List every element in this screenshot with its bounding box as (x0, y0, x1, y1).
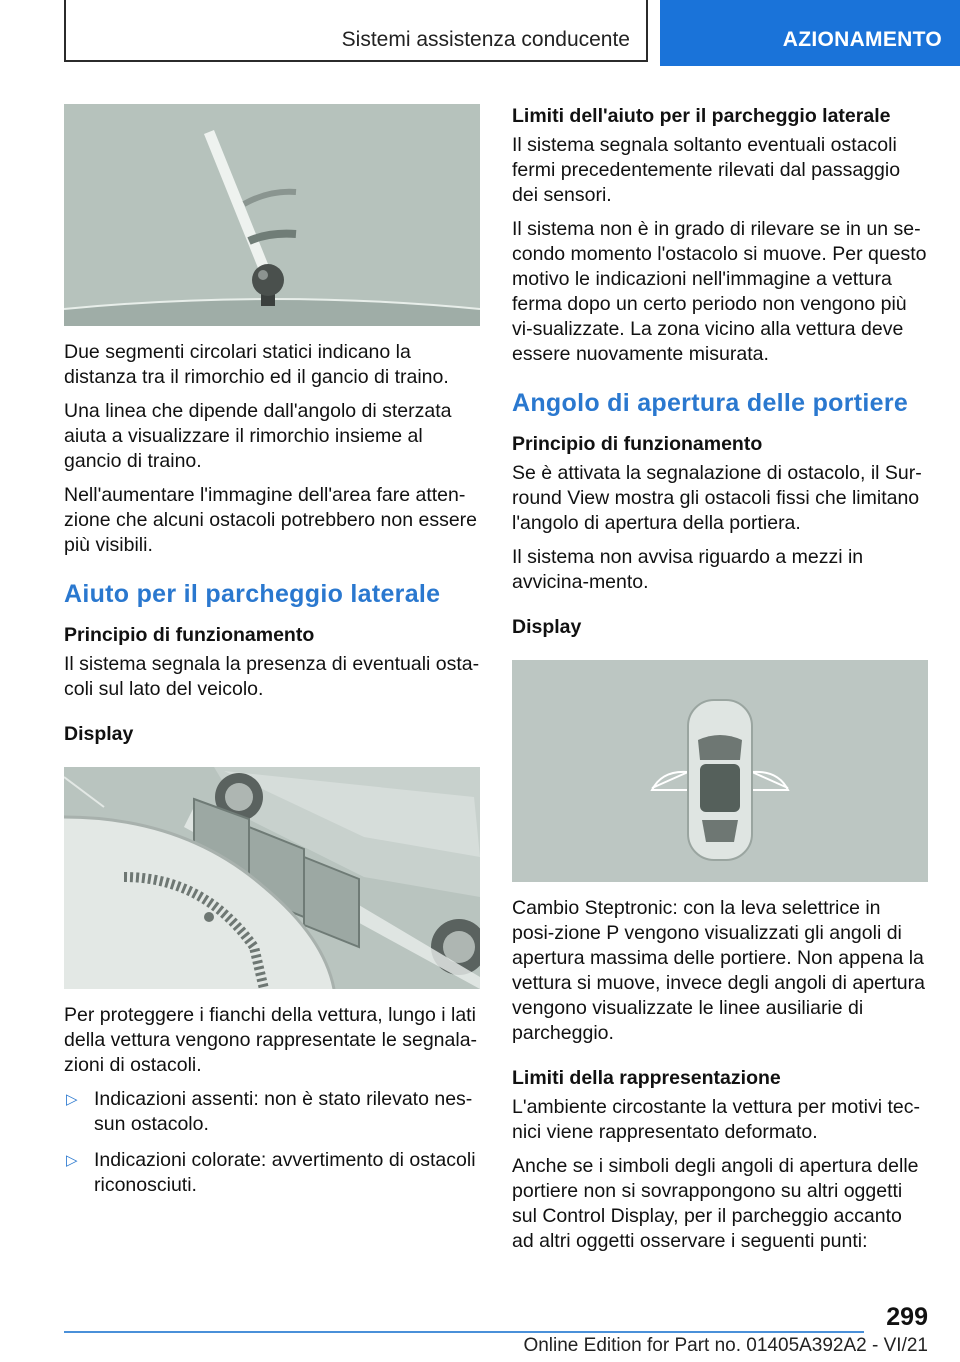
subheading: Limiti dell'aiuto per il parcheggio laterale (512, 105, 891, 127)
paragraph: Nell'aumentare l'immagine dell'area fare atten-zione che alcuni ostacoli potrebbero non essere più visibili. (64, 484, 478, 556)
footer-divider (64, 1331, 864, 1333)
paragraph: L'ambiente circostante la vettura per motivi tec-nici viene rappresentato deformato. (512, 1096, 920, 1143)
paragraph: Il sistema non avvisa riguardo a mezzi in avvicina-mento. (512, 546, 864, 593)
edition-text: Online Edition for Part no. 01405A392A2 - VI/21 (523, 1335, 928, 1356)
paragraph: Per proteggere i fianchi della vettura, lungo i lati della vettura vengono rappresentate le segnala-zioni di ostacoli. (64, 1004, 478, 1076)
section-heading: Aiuto per il parcheggio laterale (64, 580, 441, 608)
display-heading: Display (512, 616, 582, 638)
paragraph: Una linea che dipende dall'angolo di sterzata aiuta a visualizzare il rimorchio insieme al gancio di traino. (64, 400, 452, 472)
subheading: Principio di funzionamento (64, 624, 315, 646)
subheading: Principio di funzionamento (512, 433, 763, 455)
section-title: Sistemi assistenza conducente (341, 28, 630, 51)
header-frame (64, 0, 648, 62)
paragraph: Due segmenti circolari statici indicano la distanza tra il rimorchio ed il gancio di traino. (64, 341, 449, 388)
bullet-list (64, 1087, 480, 1198)
list-item (64, 1087, 480, 1137)
paragraph: Il sistema non è in grado di rilevare se in un se-condo momento l'ostacolo si muove. Per questo motivo le indicazioni nell'immagine a vettura ferma dopo un certo periodo non vengono più vi-sualizzate. La zona vicino alla vettura deve essere nuovamente misurata. (512, 218, 927, 365)
paragraph: Cambio Steptronic: con la leva selettrice in posi-zione P vengono visualizzati gli angoli di apertura massima delle portiere. Non appena la vettura si muove, invece degli angoli di apertura vengono visualizzate le linee ausiliarie di parcheggio. (512, 897, 925, 1044)
page-header (0, 0, 960, 66)
paragraph: Se è attivata la segnalazione di ostacolo, il Sur-round View mostra gli ostacoli fissi che limitano l'angolo di apertura della portiera. (512, 462, 922, 534)
triangle-bullet-icon: ▷ (66, 1152, 78, 1169)
list-item (64, 1148, 480, 1198)
section-heading: Angolo di apertura delle portiere (512, 389, 909, 417)
list-item-text: Indicazioni assenti: non è stato rilevato nes-sun ostacolo. (94, 1088, 473, 1135)
page-number: 299 (886, 1303, 928, 1331)
right-column (512, 104, 928, 1263)
list-item-text: Indicazioni colorate: avvertimento di ostacoli riconosciuti. (94, 1149, 476, 1196)
chapter-tab[interactable] (660, 0, 960, 66)
left-column (64, 104, 480, 1209)
paragraph: Anche se i simboli degli angoli di apertura delle portiere non si sovrappongono su altri oggetti sul Control Display, per il parcheggio accanto ad altri oggetti osservare i seguenti punti: (512, 1155, 919, 1252)
display-heading: Display (64, 723, 134, 745)
door-opening-image (512, 660, 928, 882)
chapter-tab-label: AZIONAMENTO (782, 28, 942, 51)
paragraph: Il sistema segnala soltanto eventuali ostacoli fermi precedentemente rilevati dal passaggio dei sensori. (512, 134, 901, 206)
trailer-hitch-image (64, 104, 480, 326)
paragraph: Il sistema segnala la presenza di eventuali osta-coli sul lato del veicolo. (64, 653, 480, 700)
triangle-bullet-icon: ▷ (66, 1091, 78, 1108)
subheading: Limiti della rappresentazione (512, 1067, 781, 1089)
side-parking-image (64, 767, 480, 989)
